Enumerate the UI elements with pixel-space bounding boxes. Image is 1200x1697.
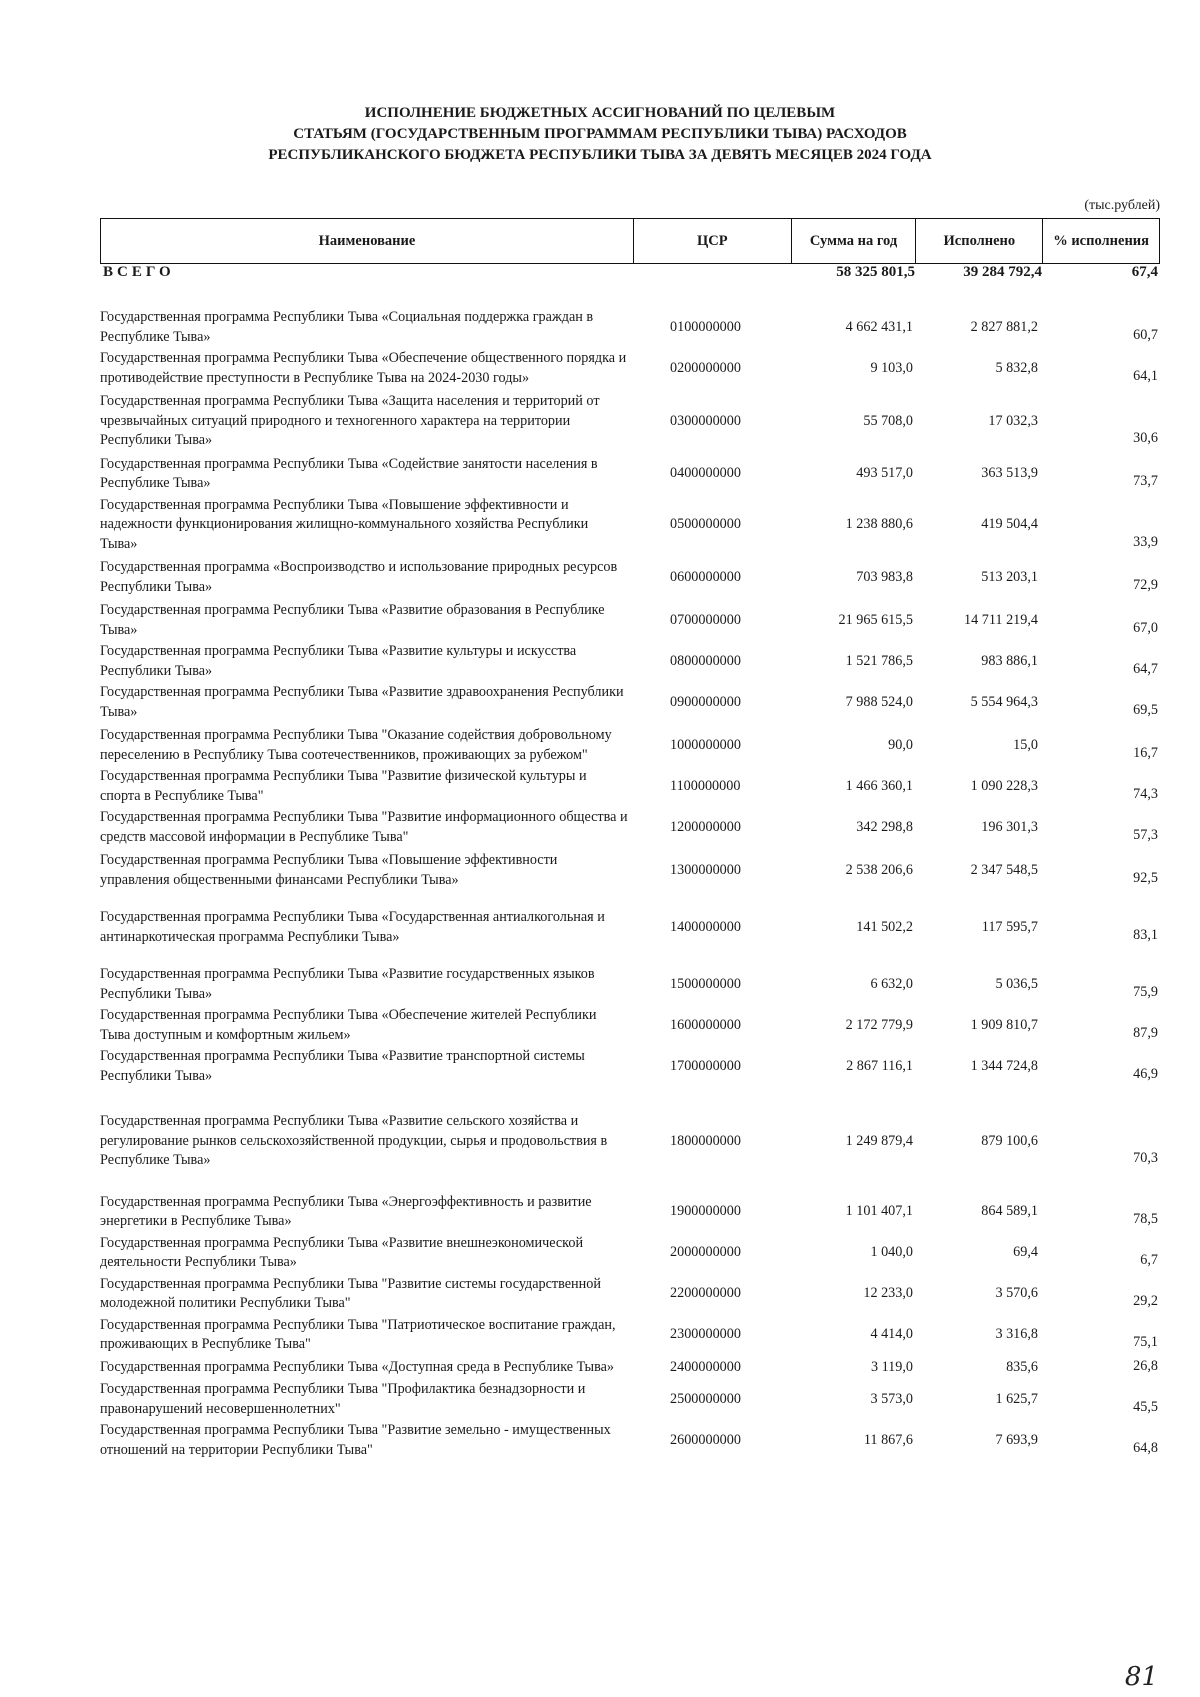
row-sum: 11 867,6	[863, 1431, 913, 1448]
row-pct: 73,7	[1133, 473, 1158, 489]
row-pct: 46,9	[1133, 1065, 1158, 1082]
header-code: ЦСР	[634, 219, 792, 263]
row-exec: 69,4	[1013, 1244, 1038, 1261]
row-sum: 1 101 407,1	[845, 1203, 913, 1220]
row-exec: 196 301,3	[981, 818, 1038, 835]
header-name: Наименование	[101, 219, 634, 263]
row-sum: 1 521 786,5	[845, 652, 913, 669]
row-sum: 342 298,8	[856, 818, 913, 835]
row-pct: 75,1	[1133, 1334, 1158, 1350]
row-exec: 2 347 548,5	[970, 861, 1038, 878]
row-pct: 64,1	[1133, 367, 1158, 384]
row-pct: 92,5	[1133, 869, 1158, 886]
table-row	[100, 1357, 1160, 1379]
row-exec: 3 570,6	[995, 1285, 1038, 1302]
row-sum: 1 466 360,1	[845, 777, 913, 794]
table-row	[100, 1047, 1160, 1086]
units-label: (тыс.рублей)	[1084, 198, 1160, 213]
row-pct: 67,0	[1133, 619, 1158, 636]
table-row	[100, 683, 1160, 722]
row-exec: 3 316,8	[995, 1326, 1038, 1343]
total-label: ВСЕГО	[103, 264, 175, 280]
row-exec: 2 827 881,2	[970, 318, 1038, 335]
row-pct: 26,8	[1133, 1357, 1158, 1374]
row-exec: 14 711 219,4	[964, 611, 1038, 628]
row-code: 1400000000	[670, 918, 741, 935]
table-row	[100, 349, 1160, 388]
row-sum: 2 538 206,6	[845, 861, 913, 878]
row-pct: 83,1	[1133, 926, 1158, 943]
row-sum: 6 632,0	[870, 975, 913, 992]
row-exec: 117 595,7	[981, 918, 1038, 935]
row-name: Государственная программа Республики Тыва «Энергоэффективность и развитие энергетики в Республике Тыва»	[100, 1193, 592, 1229]
row-code: 2500000000	[670, 1390, 741, 1407]
table-body	[100, 306, 1160, 1460]
row-sum: 703 983,8	[856, 568, 913, 585]
header-sum: Сумма на год	[792, 219, 917, 263]
total-exec: 39 284 792,4	[963, 264, 1042, 280]
row-sum: 4 414,0	[870, 1326, 913, 1343]
row-pct: 70,3	[1133, 1150, 1158, 1166]
table-row	[100, 601, 1160, 640]
row-code: 1800000000	[670, 1132, 741, 1149]
table-row	[100, 558, 1160, 597]
row-exec: 5 554 964,3	[970, 693, 1038, 710]
table-row	[100, 1316, 1160, 1355]
row-name: Государственная программа Республики Тыва «Повышение эффективности и надежности функционирования жилищно-коммунального хозяйства Республики Тыва»	[100, 496, 589, 552]
row-sum: 55 708,0	[863, 412, 913, 429]
document-title	[150, 103, 1050, 166]
row-code: 2400000000	[670, 1358, 741, 1375]
row-name: Государственная программа Республики Тыва «Развитие культуры и искусства Республики Тыва»	[100, 643, 577, 679]
row-exec: 7 693,9	[995, 1431, 1038, 1448]
row-code: 0600000000	[670, 568, 741, 585]
row-code: 1100000000	[670, 777, 741, 794]
table-row	[100, 1234, 1160, 1273]
row-name: Государственная программа Республики Тыва «Обеспечение жителей Республики Тыва доступным и комфортным жильем»	[100, 1007, 597, 1043]
row-name: Государственная программа Республики Тыва «Развитие здравоохранения Республики Тыва»	[100, 684, 624, 720]
row-pct: 16,7	[1133, 744, 1158, 761]
row-name: Государственная программа Республики Тыва «Защита населения и территорий от чрезвычайных ситуаций природного и техногенного характера на территории Республики Тыва»	[100, 393, 600, 448]
row-exec: 1 090 228,3	[970, 777, 1038, 794]
table-row	[100, 496, 1160, 555]
row-pct: 33,9	[1133, 533, 1158, 550]
title-line-2: СТАТЬЯМ (ГОСУДАРСТВЕННЫМ ПРОГРАММАМ РЕСПУБЛИКИ ТЫВА) РАСХОДОВ	[293, 126, 907, 142]
table-row	[100, 1421, 1160, 1460]
title-line-3: РЕСПУБЛИКАНСКОГО БЮДЖЕТА РЕСПУБЛИКИ ТЫВА ЗА ДЕВЯТЬ МЕСЯЦЕВ 2024 ГОДА	[268, 147, 932, 163]
table-row	[100, 1193, 1160, 1232]
row-code: 0200000000	[670, 359, 741, 376]
table-row	[100, 726, 1160, 765]
row-name: Государственная программа Республики Тыва «Доступная среда в Республике Тыва»	[100, 1358, 614, 1375]
table-row	[100, 1380, 1160, 1419]
row-exec: 5 036,5	[995, 975, 1038, 992]
table-row	[100, 908, 1160, 947]
row-sum: 2 172 779,9	[845, 1016, 913, 1033]
row-sum: 141 502,2	[856, 918, 913, 935]
table-row	[100, 808, 1160, 847]
row-code: 1300000000	[670, 861, 741, 878]
row-exec: 17 032,3	[988, 412, 1038, 429]
row-exec: 879 100,6	[981, 1132, 1038, 1149]
row-pct: 64,7	[1133, 660, 1158, 677]
row-code: 0300000000	[670, 412, 741, 429]
table-row	[100, 308, 1160, 347]
row-sum: 493 517,0	[856, 465, 913, 482]
total-sum: 58 325 801,5	[836, 264, 915, 280]
row-exec: 5 832,8	[995, 359, 1038, 376]
row-pct: 69,5	[1133, 701, 1158, 718]
row-exec: 983 886,1	[981, 652, 1038, 669]
row-pct: 60,7	[1133, 326, 1158, 343]
row-pct: 30,6	[1133, 430, 1158, 446]
row-code: 2000000000	[670, 1244, 741, 1261]
row-exec: 864 589,1	[981, 1203, 1038, 1220]
table-row	[100, 851, 1160, 890]
row-pct: 72,9	[1133, 576, 1158, 593]
row-sum: 90,0	[888, 736, 913, 753]
row-code: 1600000000	[670, 1016, 741, 1033]
row-sum: 3 119,0	[870, 1358, 913, 1375]
row-sum: 3 573,0	[870, 1390, 913, 1407]
row-code: 0800000000	[670, 652, 741, 669]
row-exec: 419 504,4	[981, 516, 1038, 532]
row-sum: 2 867 116,1	[846, 1057, 913, 1074]
row-exec: 1 909 810,7	[970, 1016, 1038, 1033]
row-sum: 12 233,0	[863, 1285, 913, 1302]
row-name: Государственная программа Республики Тыва "Оказание содействия добровольному переселению в Республику Тыва соотечественников, проживающих за рубежом"	[100, 727, 612, 763]
row-exec: 835,6	[1006, 1358, 1038, 1375]
row-code: 0500000000	[670, 516, 741, 532]
row-sum: 7 988 524,0	[845, 693, 913, 710]
row-pct: 78,5	[1133, 1211, 1158, 1227]
table-row	[100, 1275, 1160, 1314]
row-name: Государственная программа Республики Тыва "Патриотическое воспитание граждан, проживающих в Республике Тыва"	[100, 1316, 616, 1352]
row-pct: 29,2	[1133, 1293, 1158, 1309]
row-name: Государственная программа Республики Тыва «Развитие внешнеэкономической деятельности Республики Тыва»	[100, 1234, 584, 1270]
table-row	[100, 1112, 1160, 1171]
row-name: Государственная программа Республики Тыва "Развитие земельно - имущественных отношений на территории Республики Тыва"	[100, 1422, 611, 1458]
row-sum: 4 662 431,1	[845, 318, 913, 335]
table-header	[100, 218, 1160, 264]
table-row	[100, 965, 1160, 1004]
table-row	[100, 455, 1160, 494]
row-code: 1900000000	[670, 1203, 741, 1220]
row-name: Государственная программа Республики Тыва "Профилактика безнадзорности и правонарушений несовершеннолетних"	[100, 1381, 586, 1417]
row-code: 2200000000	[670, 1285, 741, 1302]
row-code: 1700000000	[670, 1057, 741, 1074]
table-row	[100, 392, 1160, 451]
table-row	[100, 767, 1160, 806]
row-name: Государственная программа Республики Тыва «Государственная антиалкогольная и антинаркотическая программа Республики Тыва»	[100, 909, 605, 945]
row-name: Государственная программа Республики Тыва «Развитие транспортной системы Республики Тыва»	[100, 1048, 585, 1084]
row-code: 1000000000	[670, 736, 741, 753]
row-pct: 45,5	[1133, 1398, 1158, 1415]
row-name: Государственная программа Республики Тыва "Развитие информационного общества и средств массовой информации в Республике Тыва"	[100, 809, 628, 845]
row-name: Государственная программа «Воспроизводство и использование природных ресурсов Республики Тыва»	[100, 559, 618, 595]
row-name: Государственная программа Республики Тыва "Развитие системы государственной молодежной политики Республики Тыва"	[100, 1275, 601, 1311]
total-pct: 67,4	[1131, 264, 1158, 280]
row-pct: 57,3	[1133, 826, 1158, 843]
row-exec: 513 203,1	[981, 568, 1038, 585]
row-name: Государственная программа Республики Тыва «Повышение эффективности управления общественными финансами Республики Тыва»	[100, 852, 558, 888]
row-pct: 6,7	[1140, 1252, 1158, 1268]
row-exec: 1 625,7	[995, 1390, 1038, 1407]
row-sum: 1 238 880,6	[845, 516, 913, 532]
row-name: Государственная программа Республики Тыва "Развитие физической культуры и спорта в Республике Тыва"	[100, 768, 587, 804]
row-name: Государственная программа Республики Тыва «Развитие государственных языков Республики Тыва»	[100, 966, 595, 1002]
row-pct: 64,8	[1133, 1439, 1158, 1456]
row-sum: 9 103,0	[870, 359, 913, 376]
row-code: 0700000000	[670, 611, 741, 628]
table-row	[100, 1006, 1160, 1045]
header-exec: Исполнено	[916, 219, 1043, 263]
row-code: 0400000000	[670, 465, 741, 482]
row-code: 2600000000	[670, 1431, 741, 1448]
total-row	[100, 264, 1160, 286]
row-name: Государственная программа Республики Тыва «Содействие занятости населения в Республике Тыва»	[100, 455, 598, 491]
row-code: 2300000000	[670, 1326, 741, 1343]
title-line-1: ИСПОЛНЕНИЕ БЮДЖЕТНЫХ АССИГНОВАНИЙ ПО ЦЕЛЕВЫМ	[364, 105, 836, 121]
row-code: 0900000000	[670, 693, 741, 710]
row-name: Государственная программа Республики Тыва «Развитие сельского хозяйства и регулирование рынков сельскохозяйственной продукции, сырья и продовольствия в Республике Тыва»	[100, 1113, 608, 1168]
row-sum: 21 965 615,5	[838, 611, 913, 628]
row-code: 0100000000	[670, 318, 741, 335]
row-sum: 1 040,0	[870, 1244, 913, 1261]
handwritten-page-number: 81	[1124, 1662, 1158, 1692]
row-exec: 1 344 724,8	[970, 1057, 1038, 1074]
row-name: Государственная программа Республики Тыва «Обеспечение общественного порядка и противодействие преступности в Республике Тыва на 2024-2030 годы»	[100, 350, 627, 386]
row-exec: 15,0	[1013, 736, 1038, 753]
row-exec: 363 513,9	[981, 465, 1038, 482]
row-code: 1200000000	[670, 818, 741, 835]
row-pct: 74,3	[1133, 785, 1158, 802]
row-code: 1500000000	[670, 975, 741, 992]
row-pct: 75,9	[1133, 983, 1158, 1000]
row-name: Государственная программа Республики Тыва «Развитие образования в Республике Тыва»	[100, 602, 605, 638]
row-pct: 87,9	[1133, 1024, 1158, 1041]
row-name: Государственная программа Республики Тыва «Социальная поддержка граждан в Республике Тыва»	[100, 309, 594, 345]
row-sum: 1 249 879,4	[845, 1132, 913, 1149]
table-row	[100, 642, 1160, 681]
header-pct: % исполнения	[1053, 233, 1150, 249]
